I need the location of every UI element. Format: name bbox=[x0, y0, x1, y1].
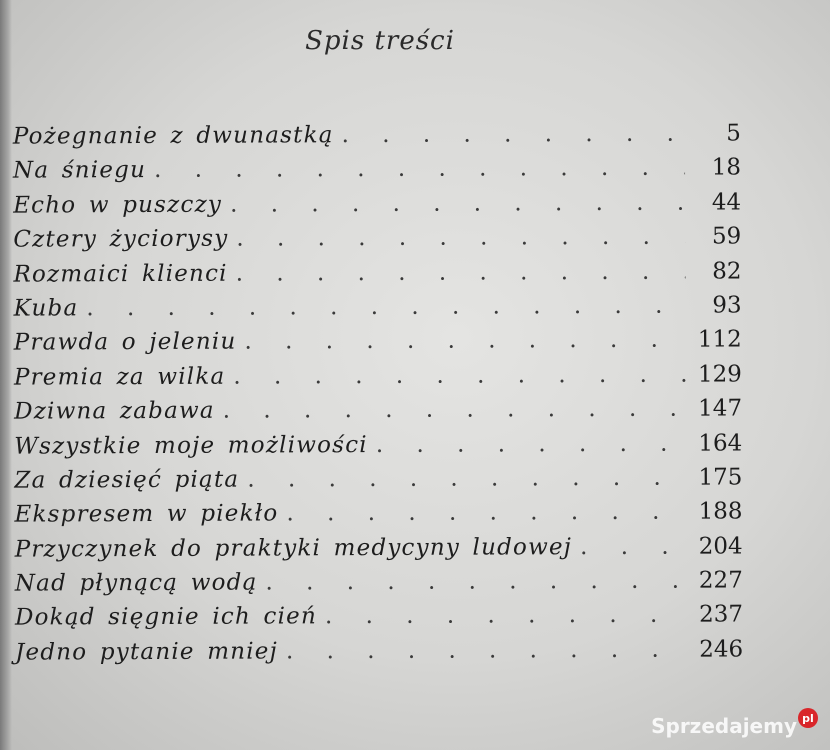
toc-entry-page: 227 bbox=[698, 567, 743, 594]
watermark-logo bbox=[651, 711, 818, 738]
toc-entry-page: 164 bbox=[698, 429, 743, 457]
toc-entry-title: Pożegnanie z dwunastką bbox=[12, 122, 334, 150]
dot-leader bbox=[236, 258, 686, 286]
toc-entry-title: Ekspresem w piekło bbox=[14, 500, 279, 528]
toc-entry-title: Nad płynącą wodą bbox=[14, 569, 258, 597]
toc-entry-page: 18 bbox=[711, 154, 742, 181]
toc-entry-title: Premia za wilka bbox=[13, 363, 226, 391]
dot-leader bbox=[244, 327, 685, 355]
toc-entry bbox=[13, 120, 741, 158]
toc-entry-title: Prawda o jeleniu bbox=[13, 328, 237, 356]
toc-entry-page: 112 bbox=[697, 326, 742, 353]
dot-leader bbox=[86, 293, 685, 322]
toc-entry bbox=[15, 533, 743, 571]
toc-entry-title: Wszystkie moje możliwości bbox=[14, 431, 368, 460]
toc-entry-title: Dziwna zabawa bbox=[14, 397, 215, 425]
toc-entry bbox=[14, 464, 742, 502]
toc-entry-title: Echo w puszczy bbox=[13, 191, 223, 219]
dot-leader bbox=[233, 361, 686, 389]
watermark-text: Sprzedajemy bbox=[651, 714, 797, 738]
dot-leader bbox=[230, 189, 685, 217]
page-edge-shadow bbox=[0, 0, 12, 750]
toc-entry-page: 175 bbox=[698, 464, 743, 491]
toc-entry-title: Rozmaici klienci bbox=[13, 260, 228, 288]
dot-leader bbox=[247, 465, 686, 493]
dot-leader bbox=[223, 396, 686, 424]
toc-entry-title: Dokąd sięgnie ich cień bbox=[14, 603, 317, 632]
table-of-contents bbox=[13, 120, 743, 673]
toc-entry-page: 5 bbox=[726, 120, 741, 147]
page-title: Spis treści bbox=[305, 26, 455, 56]
toc-entry bbox=[15, 567, 743, 605]
toc-entry-title: Kuba bbox=[13, 295, 79, 322]
dot-leader bbox=[265, 568, 686, 596]
dot-leader bbox=[286, 637, 687, 665]
toc-entry bbox=[14, 430, 742, 468]
toc-entry-title: Za dziesięć piąta bbox=[14, 466, 240, 494]
dot-leader bbox=[286, 499, 686, 527]
dot-leader bbox=[342, 121, 685, 148]
toc-entry-page: 59 bbox=[711, 223, 742, 250]
toc-entry-page: 129 bbox=[697, 361, 742, 388]
toc-entry-page: 93 bbox=[712, 292, 742, 319]
toc-entry-title: Cztery życiorysy bbox=[13, 225, 229, 253]
toc-entry bbox=[14, 292, 742, 330]
toc-entry-title: Przyczynek do praktyki medycyny ludowej bbox=[14, 533, 573, 563]
toc-entry bbox=[14, 396, 742, 434]
toc-entry-page: 44 bbox=[711, 189, 742, 216]
toc-entry-title: Jedno pytanie mniej bbox=[15, 638, 278, 666]
toc-entry bbox=[15, 602, 743, 640]
toc-entry-page: 188 bbox=[698, 498, 743, 525]
dot-leader bbox=[325, 602, 687, 630]
toc-entry bbox=[14, 361, 742, 399]
toc-entry bbox=[13, 224, 741, 262]
dot-leader bbox=[376, 430, 687, 457]
toc-entry-title: Na śniegu bbox=[12, 157, 147, 184]
watermark-badge: pl bbox=[798, 708, 818, 728]
dot-leader bbox=[236, 224, 685, 252]
toc-entry bbox=[13, 189, 741, 227]
toc-entry-page: 204 bbox=[698, 533, 743, 560]
toc-entry bbox=[13, 155, 741, 193]
toc-entry-page: 82 bbox=[712, 257, 742, 285]
dot-leader bbox=[154, 155, 685, 183]
toc-entry-page: 246 bbox=[699, 636, 744, 663]
toc-entry bbox=[14, 499, 742, 537]
dot-leader bbox=[580, 533, 687, 559]
toc-entry bbox=[14, 327, 742, 365]
toc-entry-page: 237 bbox=[698, 601, 744, 629]
toc-entry-page: 147 bbox=[698, 395, 743, 422]
toc-entry bbox=[13, 258, 741, 296]
toc-entry bbox=[15, 636, 743, 674]
